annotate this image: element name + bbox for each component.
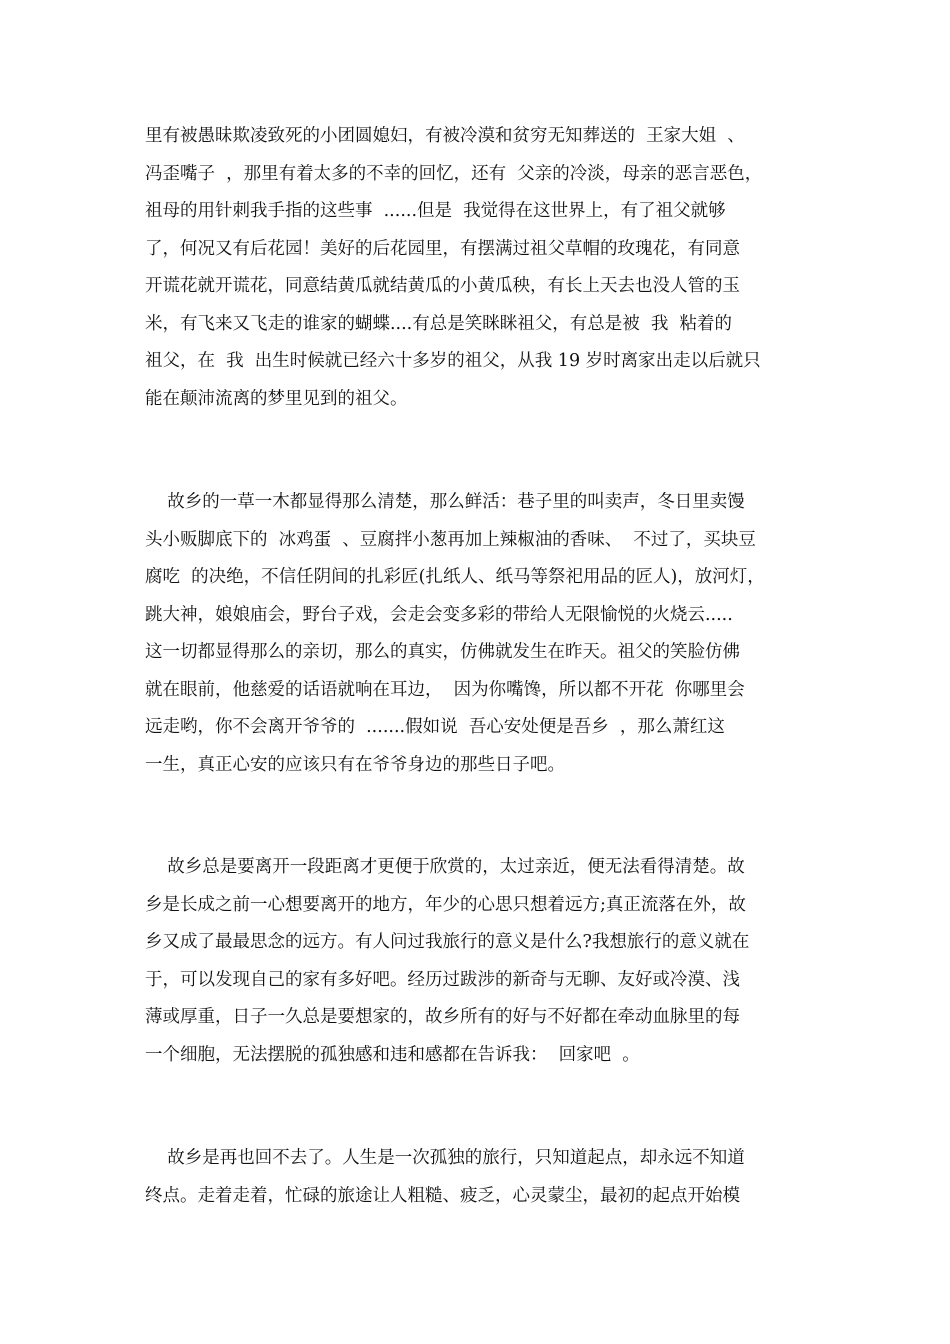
text-line: 了，何况又有后花园！美好的后花园里，有摆满过祖父草帽的玫瑰花，有同意 <box>145 238 740 259</box>
text-line: 远走哟，你不会离开爷爷的 .......假如说 吾心安处便是吾乡 ，那么萧红这 <box>145 717 725 737</box>
text-line: 故乡总是要离开一段距离才更便于欣赏的，太过亲近，便无法看得清楚。故 <box>145 857 745 877</box>
text-line: 于，可以发现自己的家有多好吧。经历过跋涉的新奇与无聊、友好或冷漠、浅 <box>145 969 740 990</box>
text-line: 祖母的用针刺我手指的这些事 ......但是 我觉得在这世界上，有了祖父就够 <box>145 201 726 221</box>
text-line: 冯歪嘴子 ，那里有着太多的不幸的回忆，还有 父亲的冷淡，母亲的恶言恶色， <box>145 163 763 184</box>
text-line: 这一切都显得那么的亲切，那么的真实，仿佛就发生在昨天。祖父的笑脸仿佛 <box>145 642 740 662</box>
text-line: 腐吃 的决绝，不信任阴间的扎彩匠(扎纸人、纸马等祭祀用品的匠人)，放河灯， <box>145 567 765 587</box>
text-line: 乡是长成之前一心想要离开的地方，年少的心思只想着远方;真正流落在外，故 <box>145 894 746 915</box>
paragraph-2 <box>145 484 825 784</box>
text-line: 里有被愚昧欺凌致死的小团圆媳妇，有被冷漠和贫穷无知葬送的 王家大姐 、 <box>145 126 745 146</box>
text-line: 一生，真正心安的应该只有在爷爷身边的那些日子吧。 <box>145 754 565 775</box>
text-line: 米，有飞来又飞走的谁家的蝴蝶....有总是笑眯眯祖父，有总是被 我 粘着的 <box>145 313 732 334</box>
text-line: 就在眼前，他慈爱的话语就响在耳边， 因为你嘴馋，所以都不开花 你哪里会 <box>145 679 745 700</box>
text-line: 乡又成了最最思念的远方。有人问过我旅行的意义是什么?我想旅行的意义就在 <box>145 932 750 952</box>
paragraph-3 <box>145 849 825 1074</box>
text-line: 头小贩脚底下的 冰鸡蛋 、豆腐拌小葱再加上辣椒油的香味、 不过了，买块豆 <box>145 529 756 550</box>
text-line: 开谎花就开谎花，同意结黄瓜就结黄瓜的小黄瓜秧，有长上天去也没人管的玉 <box>145 276 740 296</box>
text-line: 祖父，在 我 出生时候就已经六十多岁的祖父，从我 19 岁时离家出走以后就只 <box>145 351 761 371</box>
text-line: 薄或厚重，日子一久总是要想家的，故乡所有的好与不好都在牵动血脉里的每 <box>145 1007 740 1027</box>
paragraph-1 <box>145 118 825 418</box>
text-line: 一个细胞，无法摆脱的孤独感和违和感都在告诉我： 回家吧 。 <box>145 1044 640 1065</box>
paragraph-4 <box>145 1140 825 1215</box>
text-line: 故乡是再也回不去了。人生是一次孤独的旅行，只知道起点，却永远不知道 <box>145 1148 745 1168</box>
text-line: 故乡的一草一木都显得那么清楚，那么鲜活：巷子里的叫卖声，冬日里卖馒 <box>145 492 745 512</box>
text-line: 跳大神，娘娘庙会，野台子戏，会走会变多彩的带给人无限愉悦的火烧云..... <box>145 604 733 625</box>
text-line: 终点。走着走着，忙碌的旅途让人粗糙、疲乏，心灵蒙尘，最初的起点开始模 <box>145 1185 740 1206</box>
text-line: 能在颠沛流离的梦里见到的祖父。 <box>145 388 408 409</box>
